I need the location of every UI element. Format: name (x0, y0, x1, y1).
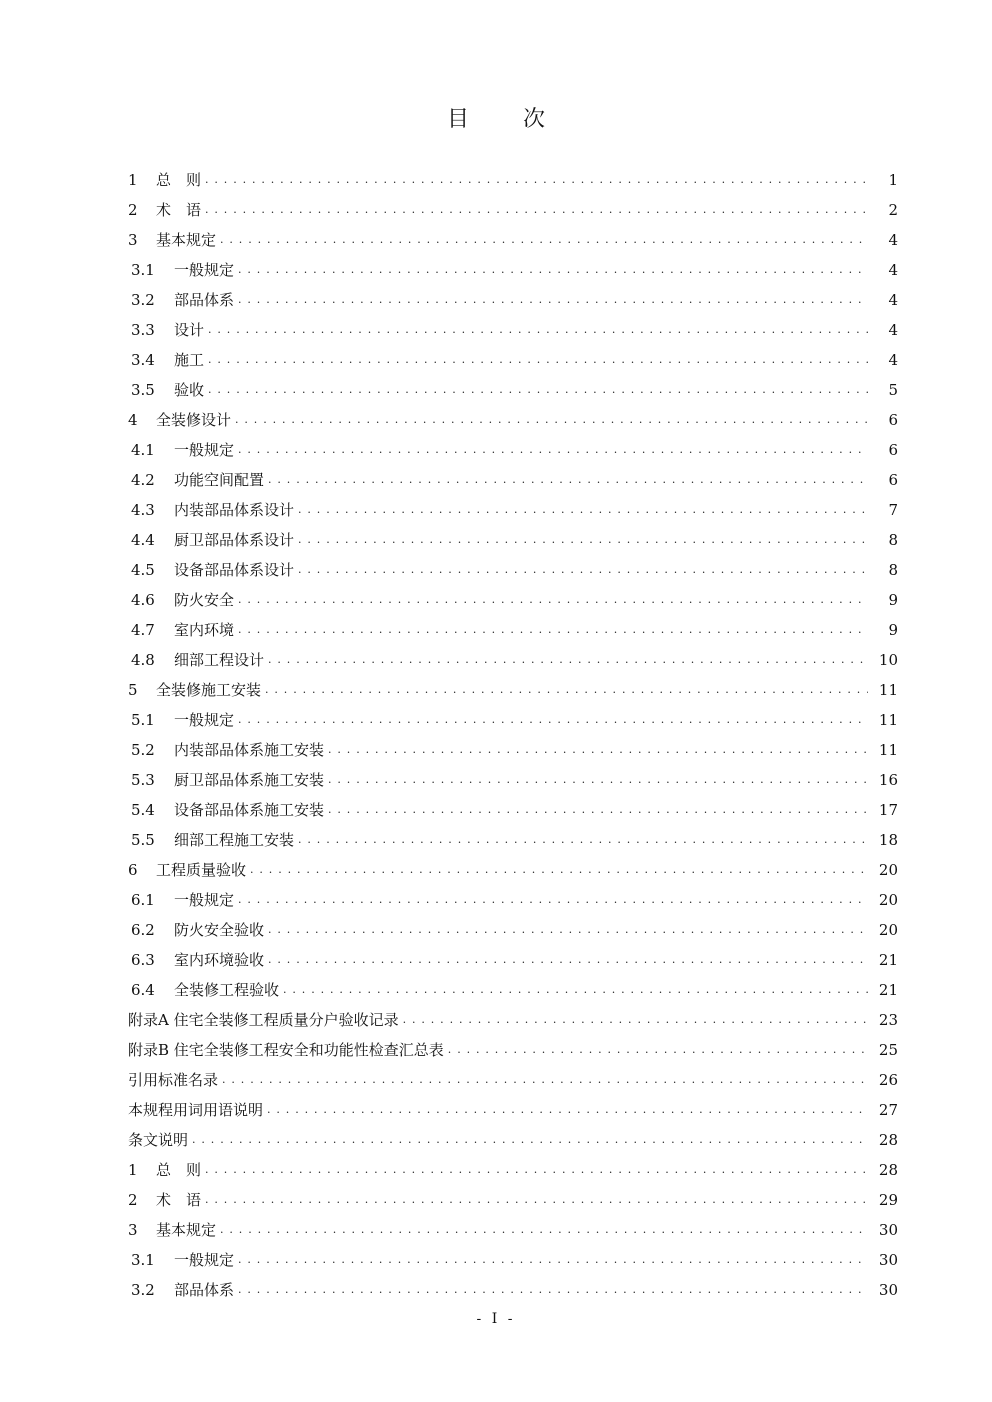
toc-entry-number: 3.4 (131, 351, 155, 369)
toc-dot-leader (208, 315, 868, 345)
toc-entry[interactable] (128, 465, 898, 495)
toc-entry[interactable] (128, 705, 898, 735)
toc-entry-label: 术 语 (156, 201, 202, 219)
toc-entry[interactable] (128, 1275, 898, 1305)
toc-entry-label: 工程质量验收 (156, 861, 247, 879)
toc-dot-leader (205, 195, 868, 225)
toc-entry-label: 总 则 (156, 171, 202, 189)
toc-entry-page: 4 (888, 351, 898, 369)
toc-dot-leader (238, 705, 868, 735)
toc-entry-page: 8 (888, 561, 898, 579)
toc-entry[interactable] (128, 795, 898, 825)
toc-dot-leader (238, 615, 868, 645)
toc-dot-leader (250, 855, 868, 885)
toc-dot-leader (235, 405, 868, 435)
toc-entry-page: 17 (878, 801, 898, 819)
toc-entry-number: 6.4 (131, 981, 155, 999)
toc-entry-label: 室内环境 (174, 621, 235, 639)
toc-entry-page: 4 (888, 291, 898, 309)
toc-entry[interactable] (128, 315, 898, 345)
toc-entry-number: 4.7 (131, 621, 155, 639)
toc-entry-number: 4.3 (131, 501, 155, 519)
toc-entry-label: 设计 (174, 321, 205, 339)
toc-entry[interactable] (128, 1185, 898, 1215)
toc-entry-page: 11 (878, 711, 898, 729)
toc-entry-label: 细部工程设计 (174, 651, 265, 669)
toc-dot-leader (298, 525, 868, 555)
toc-entry[interactable] (128, 165, 898, 195)
toc-dot-leader (238, 585, 868, 615)
toc-entry-number: 1 (128, 1161, 138, 1179)
toc-entry[interactable] (128, 975, 898, 1005)
toc-entry[interactable] (128, 255, 898, 285)
toc-entry-page: 26 (878, 1071, 898, 1089)
toc-dot-leader (328, 735, 868, 765)
toc-entry[interactable] (128, 1005, 898, 1035)
toc-entry-label: 一般规定 (174, 891, 235, 909)
toc-entry-number: 4.8 (131, 651, 155, 669)
toc-entry[interactable] (128, 735, 898, 765)
toc-entry-number: 3.2 (131, 1281, 155, 1299)
toc-entry-page: 30 (878, 1251, 898, 1269)
toc-entry-number: 5 (128, 681, 138, 699)
toc-dot-leader (268, 945, 868, 975)
toc-entry[interactable] (128, 1155, 898, 1185)
toc-dot-leader (298, 495, 868, 525)
toc-dot-leader (283, 975, 868, 1005)
toc-entry-label: 验收 (174, 381, 205, 399)
toc-entry-label: 部品体系 (174, 1281, 235, 1299)
toc-dot-leader (265, 675, 868, 705)
toc-entry-label: 内装部品体系设计 (174, 501, 295, 519)
toc-entry-label: 一般规定 (174, 261, 235, 279)
toc-entry-number: 4.1 (131, 441, 155, 459)
toc-entry[interactable] (128, 885, 898, 915)
toc-dot-leader (238, 1245, 868, 1275)
toc-entry-page: 6 (888, 441, 898, 459)
toc-entry-label: 厨卫部品体系设计 (174, 531, 295, 549)
toc-dot-leader (205, 1155, 868, 1185)
toc-entry-number: 4.6 (131, 591, 155, 609)
toc-entry-page: 4 (888, 231, 898, 249)
toc-entry-number: 3 (128, 231, 138, 249)
toc-entry-page: 21 (878, 981, 898, 999)
toc-dot-leader (448, 1035, 868, 1065)
toc-entry-page: 16 (878, 771, 898, 789)
toc-entry-number: 6.1 (131, 891, 155, 909)
toc-entry-label: 条文说明 (128, 1131, 189, 1149)
toc-entry[interactable] (128, 495, 898, 525)
toc-dot-leader (192, 1125, 868, 1155)
toc-entry[interactable] (128, 945, 898, 975)
toc-entry-label: 本规程用词用语说明 (128, 1101, 264, 1119)
toc-dot-leader (268, 465, 868, 495)
toc-dot-leader (220, 1215, 868, 1245)
toc-dot-leader (328, 765, 868, 795)
toc-entry-label: 设备部品体系施工安装 (174, 801, 325, 819)
toc-entry-number: 5.4 (131, 801, 155, 819)
toc-entry-label: 总 则 (156, 1161, 202, 1179)
toc-entry-label: 引用标准名录 (128, 1071, 219, 1089)
toc-dot-leader (238, 255, 868, 285)
toc-entry-number: 3.2 (131, 291, 155, 309)
toc-entry[interactable] (128, 1095, 898, 1125)
toc-entry[interactable] (128, 225, 898, 255)
toc-entry-number: 5.2 (131, 741, 155, 759)
toc-dot-leader (238, 285, 868, 315)
toc-entry-page: 4 (888, 261, 898, 279)
toc-entry-number: 4.4 (131, 531, 155, 549)
toc-entry-label: 设备部品体系设计 (174, 561, 295, 579)
toc-entry-label: 一般规定 (174, 711, 235, 729)
table-of-contents (128, 165, 898, 1305)
toc-entry[interactable] (128, 375, 898, 405)
toc-entry-label: 细部工程施工安装 (174, 831, 295, 849)
toc-entry-label: 防火安全 (174, 591, 235, 609)
toc-dot-leader (208, 345, 868, 375)
toc-entry-number: 5.3 (131, 771, 155, 789)
toc-entry-label: 施工 (174, 351, 205, 369)
toc-entry-page: 10 (878, 651, 898, 669)
toc-entry-label: 基本规定 (156, 1221, 217, 1239)
page-number: - I - (476, 1311, 516, 1327)
toc-entry[interactable] (128, 1215, 898, 1245)
toc-entry-number: 5.1 (131, 711, 155, 729)
toc-dot-leader (268, 915, 868, 945)
toc-entry[interactable] (128, 585, 898, 615)
toc-entry-number: 5.5 (131, 831, 155, 849)
toc-entry-page: 9 (888, 591, 898, 609)
toc-entry-label: 功能空间配置 (174, 471, 265, 489)
toc-entry-page: 9 (888, 621, 898, 639)
toc-entry[interactable] (128, 345, 898, 375)
toc-entry-label: 室内环境验收 (174, 951, 265, 969)
toc-dot-leader (328, 795, 868, 825)
toc-entry-page: 2 (888, 201, 898, 219)
toc-entry[interactable] (128, 555, 898, 585)
toc-dot-leader (238, 435, 868, 465)
toc-entry-number: 3.3 (131, 321, 155, 339)
toc-entry-page: 21 (878, 951, 898, 969)
toc-entry[interactable] (128, 765, 898, 795)
toc-dot-leader (298, 825, 868, 855)
toc-entry-number: 4.5 (131, 561, 155, 579)
toc-dot-leader (238, 1275, 868, 1305)
toc-entry-page: 20 (878, 861, 898, 879)
toc-entry-page: 27 (878, 1101, 898, 1119)
toc-entry-page: 7 (888, 501, 898, 519)
toc-entry-number: 3 (128, 1221, 138, 1239)
toc-dot-leader (222, 1065, 868, 1095)
toc-entry-number: 2 (128, 1191, 138, 1209)
toc-entry-page: 20 (878, 891, 898, 909)
toc-entry-number: 6.2 (131, 921, 155, 939)
toc-entry[interactable] (128, 405, 898, 435)
toc-dot-leader (268, 645, 868, 675)
toc-entry[interactable] (128, 1245, 898, 1275)
toc-entry-page: 8 (888, 531, 898, 549)
toc-entry[interactable] (128, 615, 898, 645)
toc-entry-label: 附录A 住宅全装修工程质量分户验收记录 (128, 1011, 399, 1029)
toc-entry-label: 附录B 住宅全装修工程安全和功能性检查汇总表 (128, 1041, 444, 1059)
toc-entry[interactable] (128, 195, 898, 225)
toc-entry-page: 4 (888, 321, 898, 339)
toc-entry-label: 一般规定 (174, 441, 235, 459)
toc-dot-leader (298, 555, 868, 585)
toc-entry[interactable] (128, 1065, 898, 1095)
toc-dot-leader (205, 1185, 868, 1215)
toc-entry-label: 全装修施工安装 (156, 681, 262, 699)
toc-entry-number: 4 (128, 411, 138, 429)
toc-entry-label: 内装部品体系施工安装 (174, 741, 325, 759)
toc-entry-page: 1 (888, 171, 898, 189)
toc-entry-number: 3.5 (131, 381, 155, 399)
toc-entry-label: 全装修工程验收 (174, 981, 280, 999)
toc-entry[interactable] (128, 915, 898, 945)
toc-entry-page: 6 (888, 411, 898, 429)
toc-entry-page: 20 (878, 921, 898, 939)
toc-entry[interactable] (128, 285, 898, 315)
toc-entry-page: 11 (878, 741, 898, 759)
toc-dot-leader (205, 165, 868, 195)
toc-entry-label: 一般规定 (174, 1251, 235, 1269)
toc-entry[interactable] (128, 525, 898, 555)
toc-entry[interactable] (128, 435, 898, 465)
toc-entry-page: 5 (888, 381, 898, 399)
toc-dot-leader (403, 1005, 868, 1035)
toc-dot-leader (220, 225, 868, 255)
toc-entry-number: 3.1 (131, 261, 155, 279)
toc-entry[interactable] (128, 825, 898, 855)
toc-entry[interactable] (128, 645, 898, 675)
toc-entry-label: 基本规定 (156, 231, 217, 249)
toc-dot-leader (238, 885, 868, 915)
toc-entry-page: 18 (878, 831, 898, 849)
toc-entry-label: 厨卫部品体系施工安装 (174, 771, 325, 789)
toc-entry-number: 1 (128, 171, 138, 189)
toc-entry[interactable] (128, 1125, 898, 1155)
toc-entry-number: 3.1 (131, 1251, 155, 1269)
toc-entry[interactable] (128, 675, 898, 705)
toc-entry-number: 6 (128, 861, 138, 879)
toc-entry-label: 防火安全验收 (174, 921, 265, 939)
toc-entry-page: 28 (878, 1161, 898, 1179)
toc-entry[interactable] (128, 855, 898, 885)
toc-entry-page: 25 (878, 1041, 898, 1059)
toc-entry-number: 6.3 (131, 951, 155, 969)
toc-entry-page: 30 (878, 1221, 898, 1239)
toc-entry-label: 术 语 (156, 1191, 202, 1209)
toc-entry-number: 4.2 (131, 471, 155, 489)
toc-entry-label: 全装修设计 (156, 411, 232, 429)
toc-entry-page: 30 (878, 1281, 898, 1299)
toc-entry[interactable] (128, 1035, 898, 1065)
toc-entry-page: 28 (878, 1131, 898, 1149)
toc-entry-page: 23 (878, 1011, 898, 1029)
toc-dot-leader (208, 375, 868, 405)
toc-entry-page: 6 (888, 471, 898, 489)
toc-entry-label: 部品体系 (174, 291, 235, 309)
toc-entry-page: 29 (878, 1191, 898, 1209)
page-title: 目 次 (446, 107, 561, 132)
toc-entry-number: 2 (128, 201, 138, 219)
toc-dot-leader (267, 1095, 868, 1125)
toc-entry-page: 11 (878, 681, 898, 699)
